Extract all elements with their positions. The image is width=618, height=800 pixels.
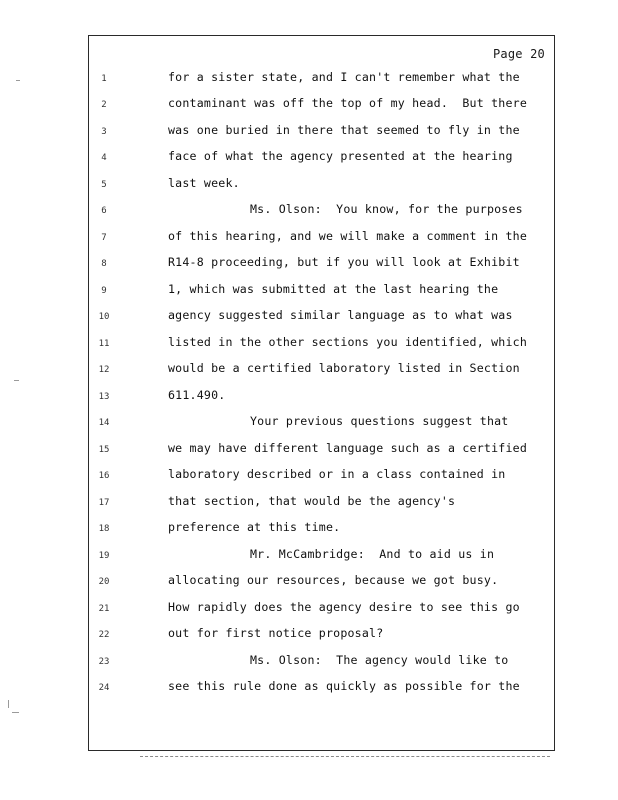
transcript-line [0, 229, 618, 255]
line-text: listed in the other sections you identified, which [168, 335, 528, 349]
line-text: Mr. McCambridge: And to aid us in [250, 547, 495, 561]
scan-artifact [16, 80, 20, 81]
transcript-line [0, 335, 618, 361]
line-number: 21 [98, 604, 110, 614]
line-number: 13 [98, 392, 110, 402]
line-number: 6 [101, 206, 107, 216]
line-number: 2 [101, 100, 107, 110]
scan-artifact [140, 756, 550, 757]
line-text: agency suggested similar language as to what was [168, 308, 513, 322]
line-text: that section, that would be the agency's [168, 494, 456, 508]
transcript-line [0, 600, 618, 626]
transcript-line [0, 626, 618, 652]
line-number: 20 [98, 577, 110, 587]
line-number: 3 [101, 127, 107, 137]
line-text: last week. [168, 176, 240, 190]
line-text: R14-8 proceeding, but if you will look at Exhibit [168, 255, 520, 269]
transcript-line [0, 149, 618, 175]
transcript-line [0, 388, 618, 414]
line-number: 4 [101, 153, 107, 163]
transcript-line [0, 70, 618, 96]
line-text: 611.490. [168, 388, 226, 402]
line-number: 22 [98, 630, 110, 640]
line-number: 11 [98, 339, 110, 349]
transcript-line [0, 123, 618, 149]
line-number: 14 [98, 418, 110, 428]
transcript-line [0, 653, 618, 679]
transcript-line [0, 573, 618, 599]
line-number: 19 [98, 551, 110, 561]
line-number: 23 [98, 657, 110, 667]
line-number: 15 [98, 445, 110, 455]
transcript-line [0, 547, 618, 573]
transcript-line [0, 361, 618, 387]
line-number: 18 [98, 524, 110, 534]
line-text: we may have different language such as a certified [168, 441, 528, 455]
line-number: 8 [101, 259, 107, 269]
line-text: of this hearing, and we will make a comment in the [168, 229, 528, 243]
transcript-line [0, 494, 618, 520]
line-number: 12 [98, 365, 110, 375]
line-number: 16 [98, 471, 110, 481]
transcript-line [0, 679, 618, 705]
line-number: 9 [101, 286, 107, 296]
line-number: 1 [101, 74, 107, 84]
line-text: 1, which was submitted at the last hearing the [168, 282, 499, 296]
line-text: face of what the agency presented at the hearing [168, 149, 513, 163]
transcript-line [0, 520, 618, 546]
line-text: allocating our resources, because we got busy. [168, 573, 499, 587]
line-text: out for first notice proposal? [168, 626, 384, 640]
line-text: for a sister state, and I can't remember what the [168, 70, 520, 84]
transcript-line [0, 255, 618, 281]
line-text: contaminant was off the top of my head. But there [168, 96, 528, 110]
transcript-line [0, 202, 618, 228]
transcript-line [0, 441, 618, 467]
line-number: 7 [101, 233, 107, 243]
line-number: 17 [98, 498, 110, 508]
transcript-line [0, 308, 618, 334]
line-text: Ms. Olson: You know, for the purposes [250, 202, 523, 216]
line-text: laboratory described or in a class contained in [168, 467, 506, 481]
line-number: 10 [98, 312, 110, 322]
page-number: Page 20 [493, 47, 545, 61]
line-text: see this rule done as quickly as possible for the [168, 679, 520, 693]
line-text: Your previous questions suggest that [250, 414, 509, 428]
transcript-line [0, 96, 618, 122]
line-number: 24 [98, 683, 110, 693]
transcript-line [0, 414, 618, 440]
line-text: preference at this time. [168, 520, 341, 534]
transcript-line [0, 467, 618, 493]
line-text: would be a certified laboratory listed in Section [168, 361, 520, 375]
transcript-line [0, 282, 618, 308]
line-text: How rapidly does the agency desire to see this go [168, 600, 520, 614]
line-number: 5 [101, 180, 107, 190]
line-text: was one buried in there that seemed to fly in the [168, 123, 520, 137]
scan-artifact [14, 380, 19, 381]
transcript-line [0, 176, 618, 202]
line-text: Ms. Olson: The agency would like to [250, 653, 509, 667]
scan-artifact [12, 712, 19, 713]
scan-artifact [8, 700, 9, 708]
